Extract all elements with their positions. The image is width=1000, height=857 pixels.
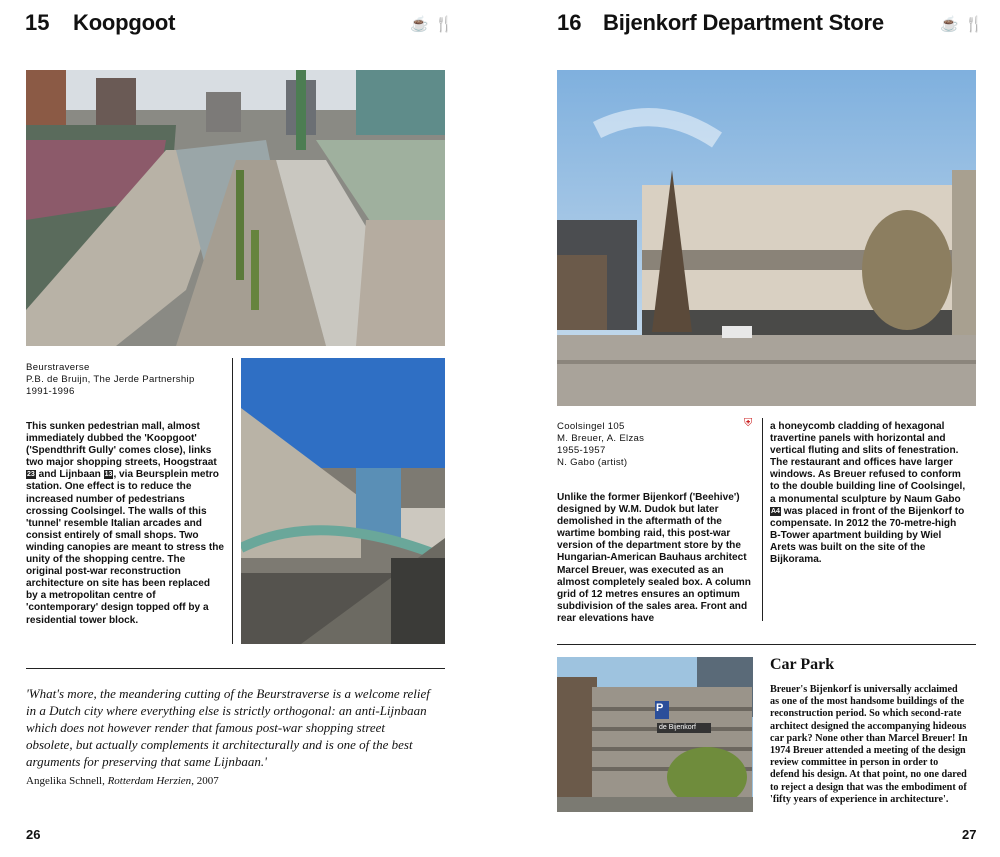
meta-architect: M. Breuer, A. Elzas	[557, 433, 645, 444]
reference-badge-23: 23	[27, 471, 35, 479]
body-text-part: , via Beursplein metro station. One effect is to reduce the increased number of pedestrians crossing Coolsingel. The walls of this 'tunnel' resemble Italian arcades and consist entirely of small shops. Two winding canopies are meant to stress the unity of the shopping centre. The original post-war reconstruction architecture on site has been replaced by a metropolitan centre of 'contemporary' design topped off by a residential tower block.	[26, 469, 225, 626]
bijenkorf-body-col2	[770, 421, 966, 566]
quote-divider	[26, 668, 445, 669]
body-text-part: was placed in front of the Bijenkorf to compensate. In 2012 the 70-metre-high B-Tower apartment building by Wiel Arets was built on the site of the Bijkorama.	[770, 505, 965, 566]
meta-address: Beurstraverse	[26, 362, 90, 373]
koopgoot-meta	[26, 362, 195, 398]
carpark-photo	[557, 657, 753, 812]
cutlery-icon: 🍴	[964, 16, 984, 33]
reference-badge-a4: A4	[771, 507, 780, 515]
attribution-work: Rotterdam Herzien	[107, 775, 192, 787]
entry-title-bijenkorf: Bijenkorf Department Store	[603, 10, 884, 35]
entry-title-koopgoot: Koopgoot	[73, 10, 176, 35]
entry-number-16: 16	[557, 10, 582, 35]
parking-sign: P	[656, 702, 664, 714]
column-divider	[232, 358, 233, 644]
bijenkorf-meta	[557, 421, 644, 469]
bijenkorf-sign: de Bijenkorf	[659, 724, 696, 731]
attribution-year: , 2007	[191, 775, 219, 787]
page-number-left: 26	[26, 827, 41, 842]
koopgoot-canopy-photo	[241, 358, 445, 644]
pull-quote: 'What's more, the meandering cutting of the Beurstraverse is a welcome relief in a Dutch city where everything else is strictly orthogonal: an anti-Lijnbaan which does not however render that famous post-war shopping street obsolete, but actually complements it architecturally and is one of the best arguments for preserving that same Lijnbaan.'	[26, 686, 430, 769]
body-text-part: and Lijnbaan	[35, 469, 104, 481]
entry-icons-right	[940, 15, 983, 33]
cafe-icon: ☕	[410, 16, 429, 33]
carpark-title: Car Park	[770, 656, 835, 673]
quote-attribution	[26, 775, 219, 787]
cafe-icon: ☕	[940, 16, 959, 33]
carpark-divider	[557, 644, 976, 645]
koopgoot-body-text	[26, 421, 224, 627]
bijenkorf-body-col1: Unlike the former Bijenkorf ('Beehive') designed by W.M. Dudok but later demolished in the aftermath of the wartime bombing raid, this post-war version of the department store by the Hungarian-American Bauhaus architect Marcel Breuer, was executed as an almost completely sealed box. A column grid of 12 metres ensures an optimum subdivision of the sales area. Front and rear elevations have	[557, 492, 751, 624]
entry-number-15: 15	[25, 10, 50, 35]
koopgoot-aerial-photo	[26, 70, 445, 346]
meta-artist: N. Gabo (artist)	[557, 457, 628, 468]
reference-badge-13: 13	[104, 471, 113, 479]
entry-icons-left	[410, 15, 453, 33]
bijenkorf-facade-photo	[557, 70, 976, 406]
carpark-body-text: Breuer's Bijenkorf is universally acclaimed as one of the most handsome buildings of the reconstruction period. So which second-rate architect designed the accompanying hideous car park? None other than Marcel Breuer! In 1974 Breuer attended a meeting of the design review committee in person in order to defend his design. At that point, no one dared to reject a design that was the embodiment of 'fifty years of experience in architecture'.	[770, 684, 968, 805]
monument-shield-icon: ⛨	[744, 417, 753, 429]
attribution-author: Angelika Schnell,	[26, 775, 108, 787]
cutlery-icon: 🍴	[434, 16, 454, 33]
meta-years: 1955-1957	[557, 445, 606, 456]
meta-architect: P.B. de Bruijn, The Jerde Partnership	[26, 374, 195, 385]
body-text-part: a honeycomb cladding of hexagonal travertine panels with horizontal and vertical fluting and slits of fenestration. The restaurant and offices have larger windows. As Breuer refused to conform to the double building line of Coolsingel, a monumental sculpture by Naum Gabo	[770, 421, 966, 505]
body-text-part: This sunken pedestrian mall, almost immediately dubbed the 'Koopgoot' ('Spendthrift Gully' comes close), links two major shopping streets, Hoogstraat	[26, 421, 217, 469]
page-number-right: 27	[962, 827, 977, 842]
meta-years: 1991-1996	[26, 386, 75, 397]
meta-address: Coolsingel 105	[557, 421, 625, 432]
column-divider	[762, 418, 763, 621]
